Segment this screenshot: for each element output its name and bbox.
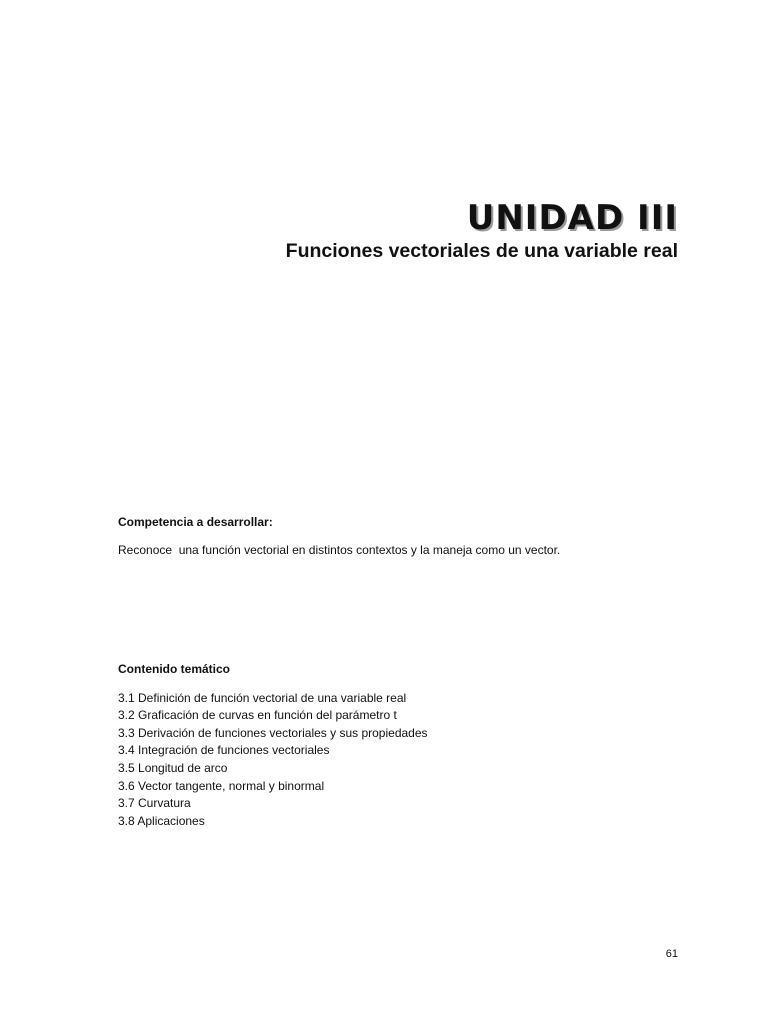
topic-item: 3.8 Aplicaciones	[118, 813, 205, 828]
contenido-section	[118, 662, 698, 830]
unit-subtitle: Funciones vectoriales de una variable real	[285, 240, 678, 262]
topic-item: 3.2 Graficación de curvas en función del parámetro t	[118, 708, 397, 723]
topic-item: 3.5 Longitud de arco	[118, 760, 228, 775]
topic-item: 3.1 Definición de función vectorial de una variable real	[118, 690, 407, 705]
topic-item: 3.3 Derivación de funciones vectoriales y sus propiedades	[118, 725, 428, 740]
competencia-heading: Competencia a desarrollar:	[118, 515, 273, 529]
page-number: 61	[665, 948, 678, 960]
competencia-section	[118, 515, 698, 558]
contenido-heading: Contenido temático	[118, 662, 231, 676]
competencia-text: Reconoce una función vectorial en distintos contextos y la maneja como un vector.	[118, 542, 561, 557]
topic-list	[118, 690, 698, 831]
topic-item: 3.7 Curvatura	[118, 796, 191, 811]
topic-item: 3.6 Vector tangente, normal y binormal	[118, 778, 325, 793]
topic-item: 3.4 Integración de funciones vectoriales	[118, 743, 330, 758]
unit-title: UNIDAD III	[466, 198, 678, 238]
